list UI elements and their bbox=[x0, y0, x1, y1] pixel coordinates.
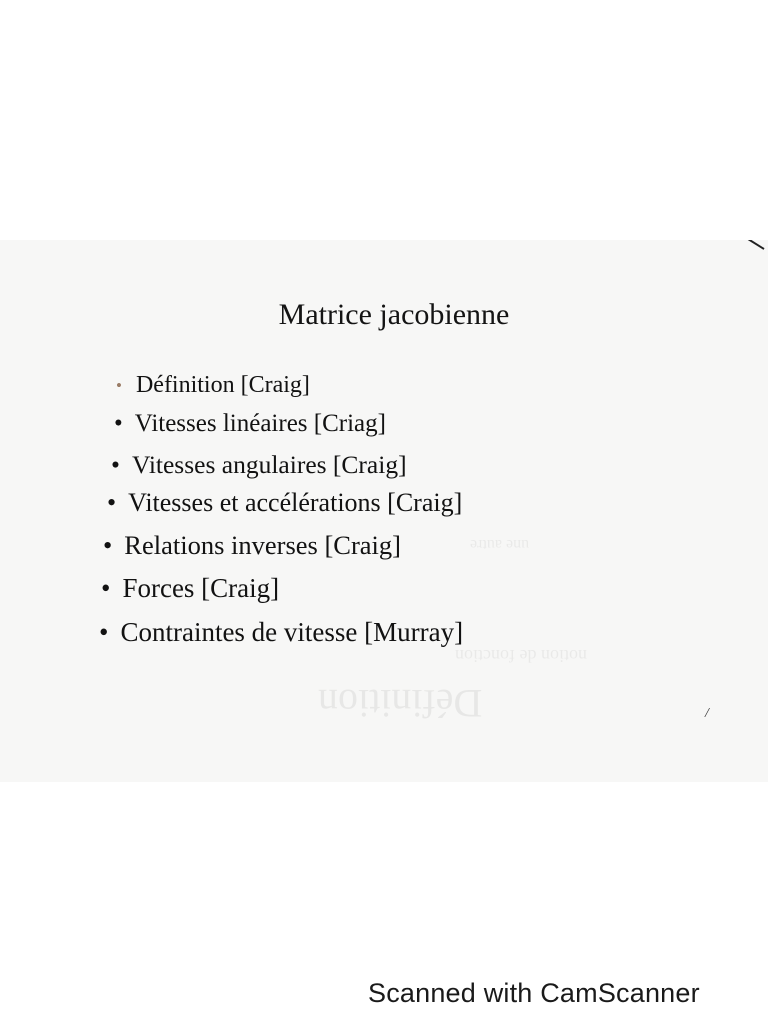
list-item bbox=[111, 450, 407, 480]
bullet-icon: • bbox=[103, 530, 113, 560]
bullet-icon: • bbox=[111, 450, 120, 479]
bullet-icon: • bbox=[99, 617, 109, 647]
bullet-icon: • bbox=[114, 410, 123, 437]
bleed-through-text: une autre bbox=[470, 536, 530, 553]
side-pen-mark: / bbox=[705, 706, 709, 721]
list-item-label: Vitesses linéaires [Criag] bbox=[134, 410, 386, 437]
list-item-label: Vitesses et accélérations [Craig] bbox=[128, 488, 463, 517]
list-item-label: Vitesses angulaires [Craig] bbox=[131, 450, 407, 479]
list-item-label: Contraintes de vitesse [Murray] bbox=[120, 617, 464, 647]
bullet-icon: • bbox=[101, 573, 111, 603]
corner-pen-mark bbox=[741, 240, 764, 250]
list-item-label: Forces [Craig] bbox=[122, 573, 280, 603]
list-item-label: Définition [Craig] bbox=[135, 372, 310, 398]
list-item bbox=[114, 410, 386, 438]
list-item bbox=[103, 530, 401, 561]
bleed-through-text: Définition bbox=[318, 681, 483, 726]
list-item-label: Relations inverses [Craig] bbox=[124, 530, 401, 560]
camscanner-watermark: Scanned with CamScanner bbox=[368, 978, 700, 1008]
slide bbox=[0, 240, 768, 782]
list-item bbox=[101, 573, 279, 604]
bullet-icon: • bbox=[116, 375, 122, 395]
list-item bbox=[116, 372, 310, 399]
list-item bbox=[107, 488, 462, 518]
bullet-icon: • bbox=[107, 488, 117, 517]
bleed-through-text: notion de fonction bbox=[455, 646, 587, 666]
list-item bbox=[99, 617, 463, 648]
slide-title: Matrice jacobienne bbox=[278, 298, 510, 331]
